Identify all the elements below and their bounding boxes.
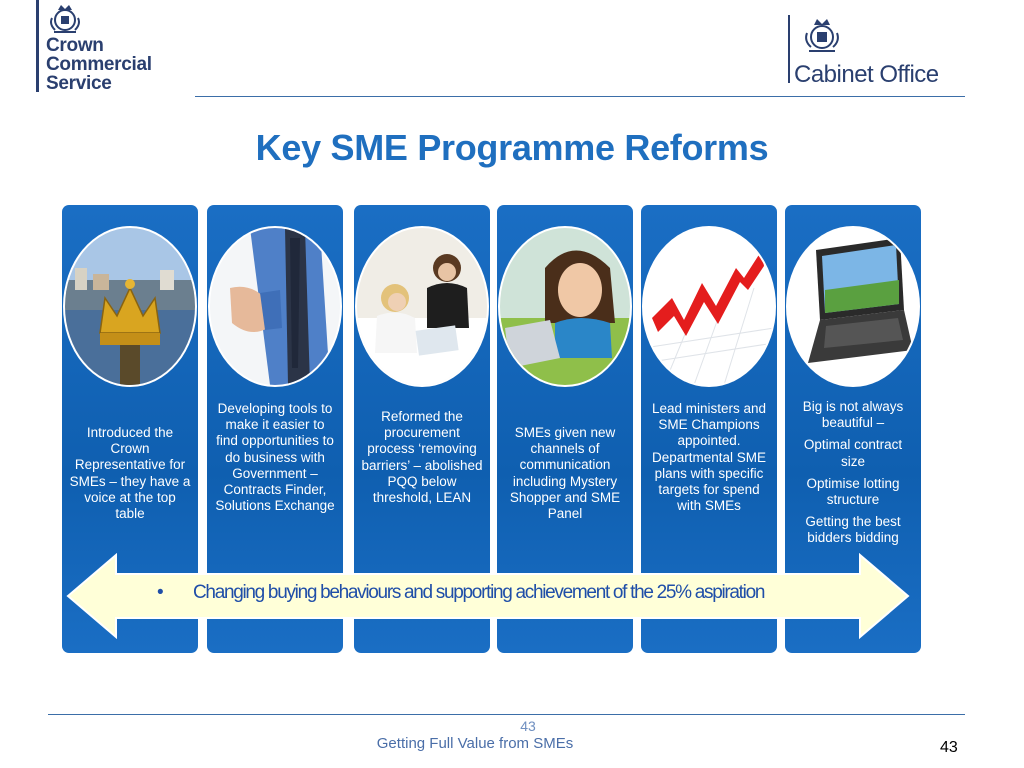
header-divider bbox=[195, 96, 965, 97]
rising-red-arrow-graphic bbox=[644, 228, 774, 385]
reform-description: Introduced the Crown Representative for SMEs – they have a voice at the top table bbox=[69, 425, 191, 522]
woman-with-laptop-photo bbox=[500, 228, 630, 385]
reform-description: Reformed the procurement process ‘removing barriers’ – abolished PQQ below threshold, LEAN bbox=[361, 409, 483, 506]
logo-divider bbox=[788, 15, 790, 83]
footer-page-number: 43 bbox=[520, 718, 536, 734]
reform-description: Developing tools to make it easier to find opportunities to do business with Government – Contracts Finder, Solutions Exchange bbox=[215, 401, 335, 514]
cabinet-office-text: Cabinet Office bbox=[794, 61, 939, 88]
banner-text: Changing buying behaviours and supporting achievement of the 25% aspiration bbox=[193, 582, 765, 603]
banner-bullet: • bbox=[157, 582, 164, 603]
slide-number: 43 bbox=[940, 739, 958, 756]
cabinet-office-logo bbox=[788, 15, 978, 88]
team-meeting-photo bbox=[357, 228, 487, 385]
footer-divider bbox=[48, 714, 965, 715]
laptop-photo bbox=[788, 228, 918, 385]
reform-description: Big is not always beautiful – Optimal contract size Optimise lotting structure Getting the best bidders bidding bbox=[802, 399, 904, 546]
footer-caption: Getting Full Value from SMEs bbox=[376, 735, 574, 752]
reform-description: Lead ministers and SME Champions appointed. Departmental SME plans with specific targets for spend with SMEs bbox=[651, 401, 767, 514]
royal-crest-icon bbox=[48, 2, 82, 36]
page-title: Key SME Programme Reforms bbox=[255, 127, 769, 168]
crown-commercial-service-logo bbox=[36, 0, 196, 95]
logo-divider bbox=[36, 0, 39, 92]
ccs-logo-text: Crown Commercial Service bbox=[46, 35, 152, 94]
royal-crest-icon bbox=[802, 15, 842, 55]
crown-on-waterfront-photo bbox=[65, 228, 195, 385]
reform-description: SMEs given new channels of communication including Mystery Shopper and SME Panel bbox=[509, 425, 621, 522]
business-handshake-photo bbox=[210, 228, 340, 385]
